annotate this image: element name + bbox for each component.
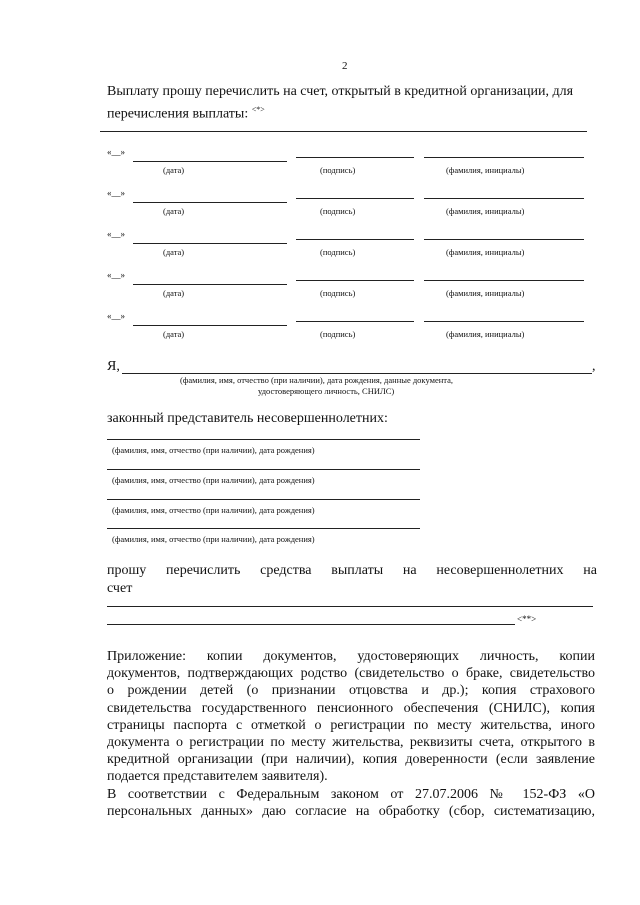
appendix-line: свидетельства государственного пенсионного обеспечения (СНИЛС), копия xyxy=(107,700,595,716)
applicant-caption-2: удостоверяющего личность, СНИЛС) xyxy=(258,386,395,396)
signature-caption: (подпись) xyxy=(320,288,356,298)
transfer-account-line-1[interactable] xyxy=(107,606,593,607)
appendix-paragraph xyxy=(107,648,595,820)
appendix-word: Приложение: xyxy=(107,649,187,664)
signature-caption: (подпись) xyxy=(320,165,356,175)
transfer-word: несовершеннолетних xyxy=(436,563,564,578)
date-day-placeholder[interactable]: «__» xyxy=(107,229,125,239)
appendix-last-line: подается представителем заявителя). xyxy=(107,769,328,785)
name-caption: (фамилия, инициалы) xyxy=(446,288,525,298)
payment-text-line2: перечисления выплаты: xyxy=(107,106,249,122)
name-line[interactable] xyxy=(424,321,584,322)
transfer-footnote-mark: <**> xyxy=(517,614,537,624)
transfer-word: на xyxy=(402,563,417,578)
transfer-line-1 xyxy=(107,562,597,580)
minor-caption: (фамилия, имя, отчество (при наличии), дата рождения) xyxy=(112,534,315,544)
signature-line[interactable] xyxy=(296,280,414,281)
name-caption: (фамилия, инициалы) xyxy=(446,206,525,216)
appendix-line: кредитной организации (при наличии), копия доверенности (если заявление xyxy=(107,752,595,768)
consent-line: В соответствии с Федеральным законом от 27.07.2006 № 152-ФЗ «О xyxy=(107,786,595,802)
name-line[interactable] xyxy=(424,239,584,240)
name-line[interactable] xyxy=(424,280,584,281)
applicant-caption-1: (фамилия, имя, отчество (при наличии), дата рождения, данные документа, xyxy=(180,375,454,385)
date-line[interactable] xyxy=(133,243,287,244)
date-caption: (дата) xyxy=(163,247,185,257)
payment-footnote-mark: <*> xyxy=(251,105,265,114)
account-line[interactable] xyxy=(100,131,587,132)
signature-caption: (подпись) xyxy=(320,206,356,216)
minor-caption: (фамилия, имя, отчество (при наличии), дата рождения) xyxy=(112,445,315,455)
appendix-word: удостоверяющих xyxy=(357,649,460,664)
signature-line[interactable] xyxy=(296,198,414,199)
transfer-word: выплаты xyxy=(331,563,384,578)
signature-line[interactable] xyxy=(296,321,414,322)
date-caption: (дата) xyxy=(163,165,185,175)
date-line[interactable] xyxy=(133,161,287,162)
signature-line[interactable] xyxy=(296,239,414,240)
applicant-comma: , xyxy=(592,359,596,374)
date-caption: (дата) xyxy=(163,206,185,216)
appendix-word: личность, xyxy=(479,649,539,664)
date-line[interactable] xyxy=(133,202,287,203)
appendix-word: копии xyxy=(559,649,595,664)
minor-line[interactable] xyxy=(107,528,420,529)
page-number: 2 xyxy=(342,60,348,72)
name-caption: (фамилия, инициалы) xyxy=(446,329,525,339)
appendix-word: документов, xyxy=(263,649,337,664)
name-caption: (фамилия, инициалы) xyxy=(446,247,525,257)
signature-caption: (подпись) xyxy=(320,329,356,339)
appendix-line: документов, подтверждающих родство (свидетельство о браке, свидетельство xyxy=(107,666,595,682)
date-day-placeholder[interactable]: «__» xyxy=(107,311,125,321)
date-line[interactable] xyxy=(133,325,287,326)
minor-line[interactable] xyxy=(107,469,420,470)
appendix-word: копии xyxy=(206,649,243,664)
payment-request xyxy=(107,83,597,124)
date-day-placeholder[interactable]: «__» xyxy=(107,270,125,280)
name-line[interactable] xyxy=(424,198,584,199)
date-caption: (дата) xyxy=(163,329,185,339)
signature-caption: (подпись) xyxy=(320,247,356,257)
date-line[interactable] xyxy=(133,284,287,285)
date-day-placeholder[interactable]: «__» xyxy=(107,147,125,157)
minor-caption: (фамилия, имя, отчество (при наличии), дата рождения) xyxy=(112,475,315,485)
applicant-line[interactable] xyxy=(122,373,592,374)
transfer-word: на xyxy=(583,563,597,578)
appendix-line: о рождении детей (о признании отцовства и др.); копия страхового xyxy=(107,683,595,699)
transfer-word: прошу xyxy=(107,563,147,578)
transfer-line-2: счет xyxy=(107,581,133,596)
transfer-word: средства xyxy=(260,563,312,578)
minor-caption: (фамилия, имя, отчество (при наличии), дата рождения) xyxy=(112,505,315,515)
name-line[interactable] xyxy=(424,157,584,158)
transfer-request xyxy=(107,562,597,598)
ya-label: Я, xyxy=(107,359,120,374)
transfer-word: перечислить xyxy=(166,563,241,578)
minor-line[interactable] xyxy=(107,439,420,440)
appendix-line: страницы паспорта с отметкой о регистрации по месту жительства, иного xyxy=(107,717,595,733)
payment-text-line1: Выплату прошу перечислить на счет, открытый в кредитной организации, для xyxy=(107,84,574,99)
date-day-placeholder[interactable]: «__» xyxy=(107,188,125,198)
appendix-line xyxy=(107,648,595,665)
date-caption: (дата) xyxy=(163,288,185,298)
consent-line: персональных данных» даю согласие на обработку (сбор, систематизацию, xyxy=(107,803,595,819)
minor-line[interactable] xyxy=(107,499,420,500)
transfer-account-line-2[interactable] xyxy=(107,624,515,625)
name-caption: (фамилия, инициалы) xyxy=(446,165,525,175)
signature-line[interactable] xyxy=(296,157,414,158)
appendix-line: документа о регистрации по месту жительства, реквизиты счета, открытого в xyxy=(107,735,595,751)
legal-representative-heading: законный представитель несовершеннолетних: xyxy=(107,411,388,426)
